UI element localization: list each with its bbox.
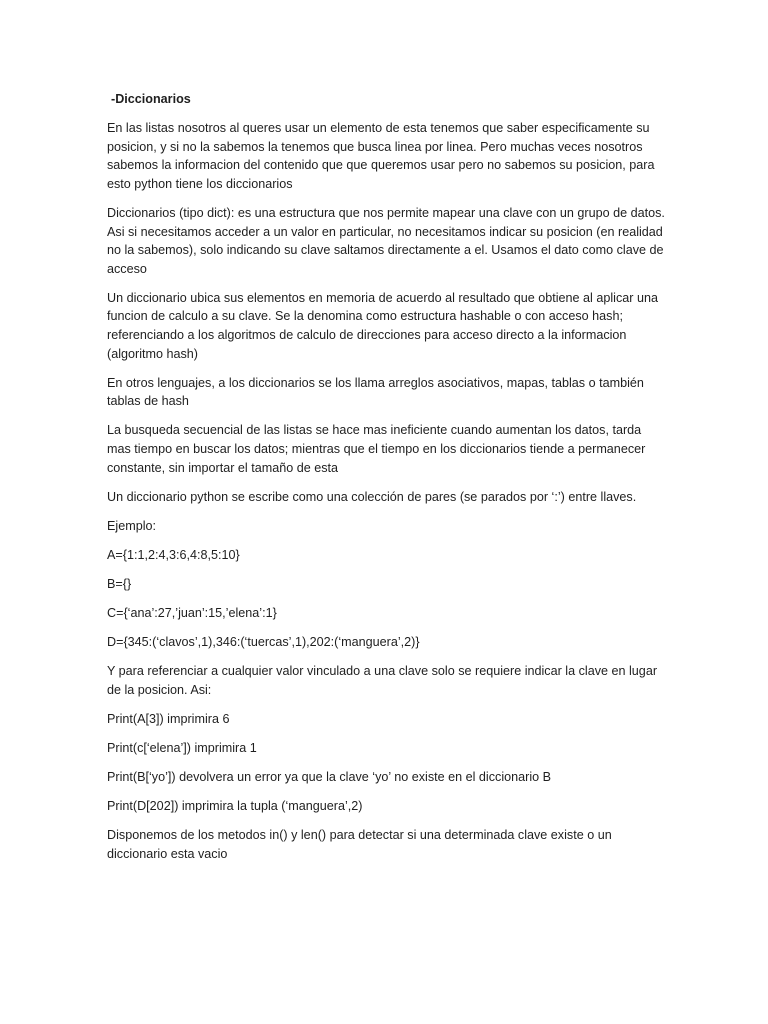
paragraph-tipo-dict: Diccionarios (tipo dict): es una estructura que nos permite mapear una clave con un grupo de datos. Asi si necesitamos acceder a un valor en particular, no necesitamos indicar su posicion (en realidad no la sabemos), solo indicando su clave saltamos directamente a el. Usamos el dato como clave de acceso [107, 205, 665, 276]
code-line-print-d: Print(D[202]) imprimira la tupla (‘manguera’,2) [107, 799, 363, 814]
section-heading: -Diccionarios [111, 92, 191, 106]
paragraph-referenciar: Y para referenciar a cualquier valor vinculado a una clave solo se requiere indicar la clave en lugar de la posicion. Asi: [107, 664, 658, 697]
paragraph-busqueda: La busqueda secuencial de las listas se hace mas ineficiente cuando aumentan los datos, tarda mas tiempo en buscar los datos; mientras que el tiempo en los diccionarios tiende a permanecer constante, sin importar el tamaño de esta [107, 423, 646, 475]
paragraph-listas-intro: En las listas nosotros al queres usar un elemento de esta tenemos que saber especificamente su posicion, y si no la sabemos la tenemos que busca linea por linea. Pero muchas veces nosotros sabemos la informacion del contenido que que queremos usar pero no sabemos su posicion, para esto python tiene los diccionarios [107, 121, 655, 191]
paragraph-coleccion-pares: Un diccionario python se escribe como una colección de pares (se parados por ‘:’) entre llaves. [107, 489, 637, 504]
code-line-d: D={345:(‘clavos’,1),346:(‘tuercas’,1),202:(‘manguera’,2)} [107, 635, 420, 650]
code-line-print-c: Print(c[‘elena’]) imprimira 1 [107, 741, 257, 756]
code-line-print-b: Print(B[‘yo’]) devolvera un error ya que la clave ‘yo’ no existe en el diccionario B [107, 770, 552, 785]
code-line-c: C={‘ana’:27,’juan’:15,’elena’:1} [107, 606, 277, 621]
paragraph-hash: Un diccionario ubica sus elementos en memoria de acuerdo al resultado que obtiene al aplicar una funcion de calculo a su clave. Se la denomina como estructura hashable o con acceso hash; referenciando a los algoritmos de calculo de direcciones para acceso directo a la informacion (algoritmo hash) [107, 290, 658, 361]
paragraph-metodos: Disponemos de los metodos in() y len() para detectar si una determinada clave existe o un diccionario esta vacio [107, 828, 612, 861]
document-body [107, 90, 667, 874]
code-line-a: A={1:1,2:4,3:6,4:8,5:10} [107, 547, 240, 562]
code-line-print-a: Print(A[3]) imprimira 6 [107, 711, 230, 726]
paragraph-ejemplo-label: Ejemplo: [107, 518, 156, 533]
code-line-b: B={} [107, 576, 132, 591]
paragraph-otros-lenguajes: En otros lenguajes, a los diccionarios se los llama arreglos asociativos, mapas, tablas o también tablas de hash [107, 375, 644, 409]
